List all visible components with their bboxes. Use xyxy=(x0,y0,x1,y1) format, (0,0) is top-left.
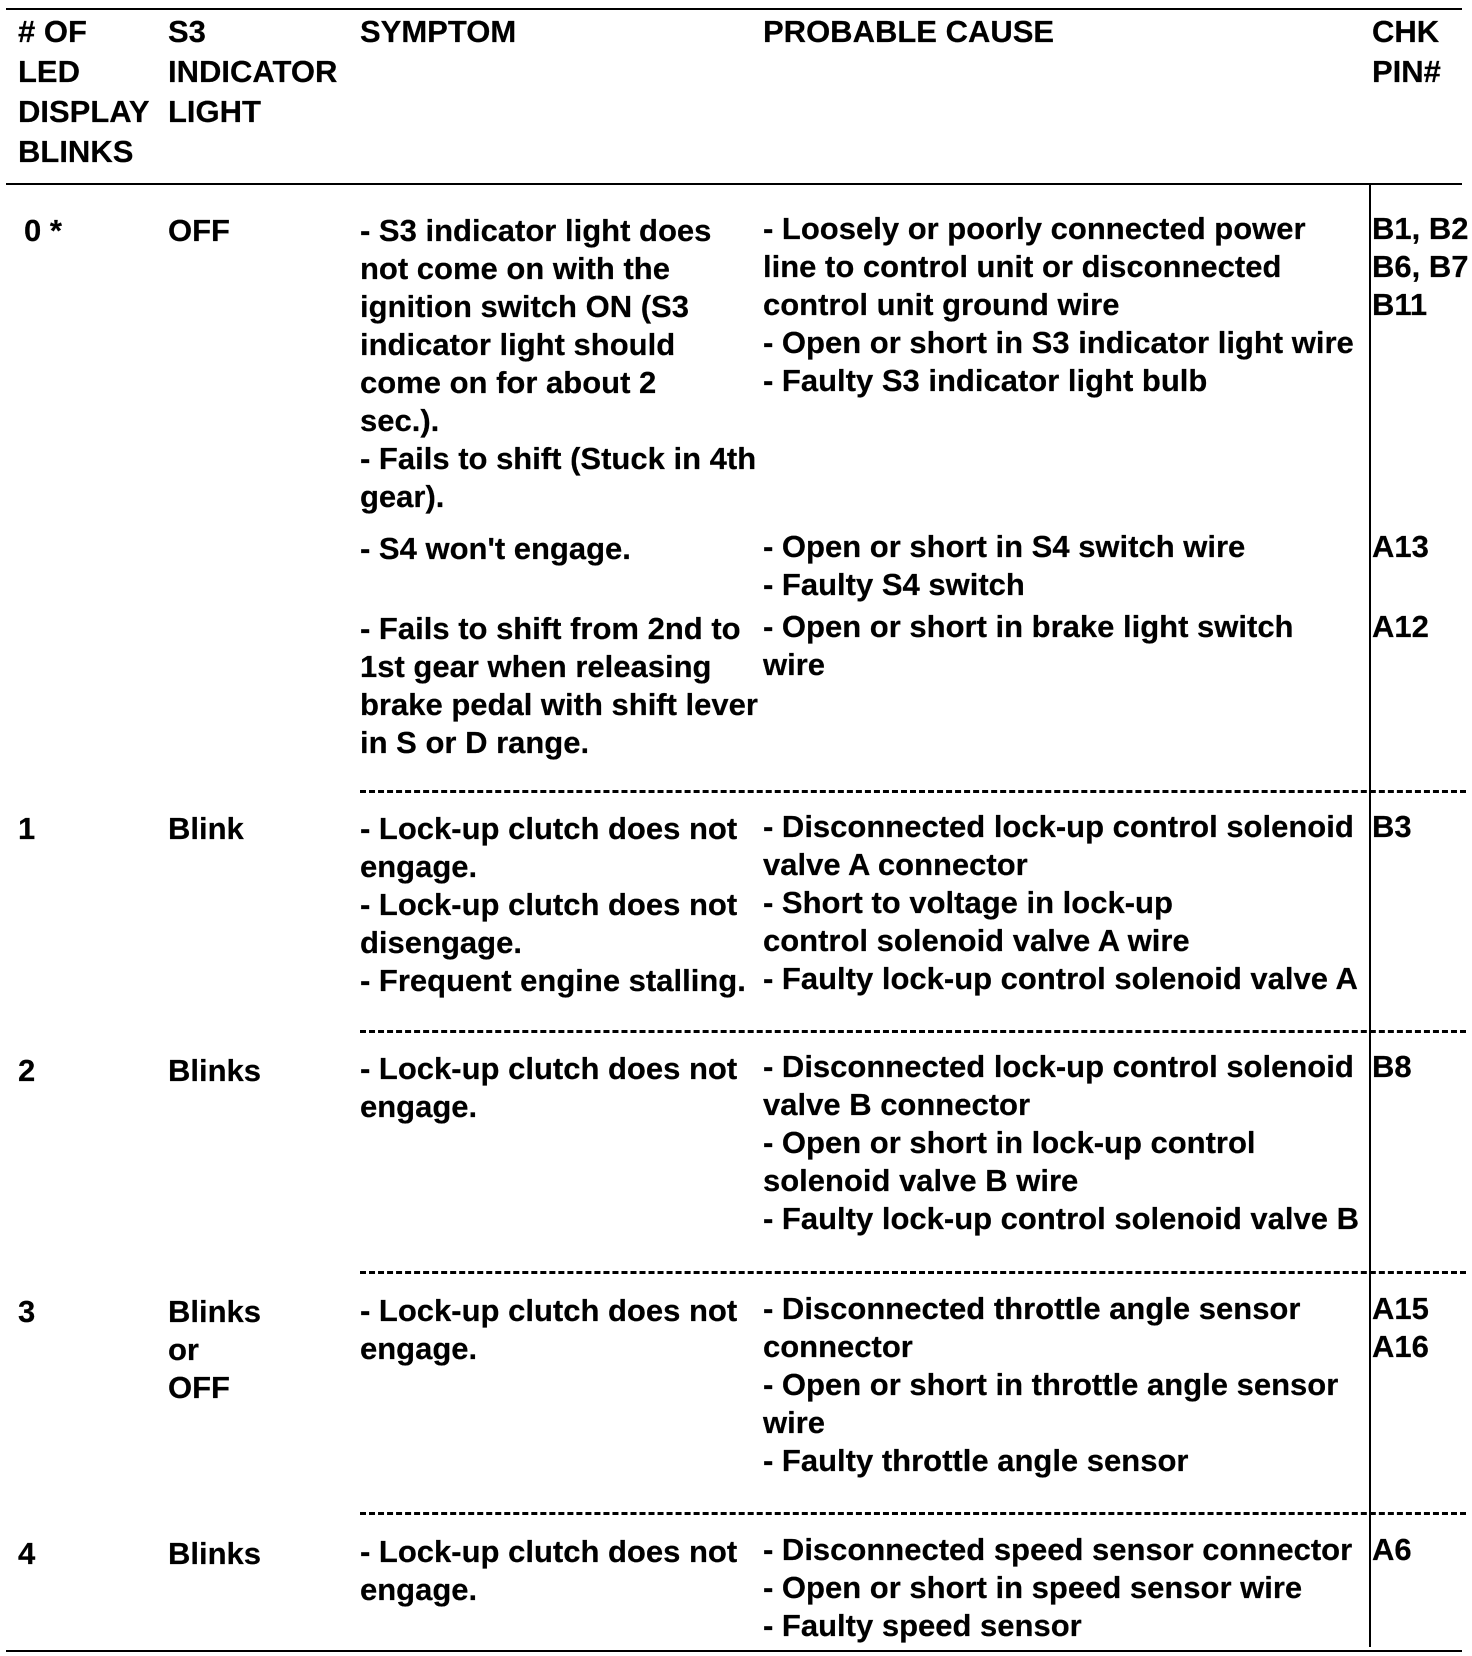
symptom-text: - S4 won't engage. xyxy=(360,531,631,566)
cause-text: - Open or short in S4 switch wire - Faulty S4 switch xyxy=(763,529,1246,602)
row-divider xyxy=(360,790,1466,793)
pin-column-rule xyxy=(1369,185,1371,1647)
row-divider xyxy=(360,1512,1466,1515)
s3-light-state: Blink xyxy=(168,811,244,846)
s3-light-state: Blinks xyxy=(168,1536,262,1571)
symptom-text: - Lock-up clutch does not engage. xyxy=(360,1534,738,1607)
blink-count: 1 xyxy=(18,811,36,846)
cause-text: - Loosely or poorly connected power line to control unit or disconnected control unit ground wire - Open or short in S3 indicator light wire - Faulty S3 indicator light bulb xyxy=(763,211,1354,398)
header-s3-indicator-light: S3 INDICATOR LIGHT xyxy=(168,14,338,129)
header-probable-cause: PROBABLE CAUSE xyxy=(763,14,1055,49)
s3-light-state: OFF xyxy=(168,213,230,248)
cause-text: - Disconnected throttle angle sensor connector - Open or short in throttle angle sensor wire - Faulty throttle angle sensor xyxy=(763,1291,1339,1478)
symptom-text: - Lock-up clutch does not engage. - Lock-up clutch does not disengage. - Frequent engine stalling. xyxy=(360,811,746,998)
cause-text: - Disconnected speed sensor connector - Open or short in speed sensor wire - Faulty speed sensor xyxy=(763,1532,1353,1643)
bottom-rule xyxy=(6,1650,1462,1652)
check-pin: B8 xyxy=(1372,1049,1412,1084)
header-rule xyxy=(6,183,1462,185)
blink-count: 2 xyxy=(18,1053,36,1088)
header-chk-pin: CHK PIN# xyxy=(1372,14,1441,89)
blink-count: 3 xyxy=(18,1294,36,1329)
symptom-text: - Lock-up clutch does not engage. xyxy=(360,1293,738,1366)
cause-text: - Open or short in brake light switch wire xyxy=(763,609,1294,682)
check-pin: A13 xyxy=(1372,529,1429,564)
row-divider xyxy=(360,1271,1466,1274)
row-divider xyxy=(360,1030,1466,1033)
cause-text: - Disconnected lock-up control solenoid valve B connector - Open or short in lock-up control solenoid valve B wire - Faulty lock-up control solenoid valve B xyxy=(763,1049,1359,1236)
check-pin: B3 xyxy=(1372,809,1412,844)
symptom-text: - Fails to shift from 2nd to 1st gear when releasing brake pedal with shift lever in S or D range. xyxy=(360,611,758,760)
header-symptom: SYMPTOM xyxy=(360,14,517,49)
check-pin: A12 xyxy=(1372,609,1429,644)
blink-count: 0 * xyxy=(24,213,62,248)
symptom-text: - S3 indicator light does not come on with the ignition switch ON (S3 indicator light should come on for about 2 sec.). - Fails to shift (Stuck in 4th gear). xyxy=(360,213,757,514)
top-rule xyxy=(6,8,1462,10)
check-pin: A15 A16 xyxy=(1372,1291,1429,1364)
check-pin: B1, B2 B6, B7 B11 xyxy=(1372,211,1469,322)
header-blinks: # OF LED DISPLAY BLINKS xyxy=(18,14,150,169)
cause-text: - Disconnected lock-up control solenoid valve A connector - Short to voltage in lock-up control solenoid valve A wire - Faulty lock-up control solenoid valve A xyxy=(763,809,1358,996)
symptom-text: - Lock-up clutch does not engage. xyxy=(360,1051,738,1124)
s3-light-state: Blinks or OFF xyxy=(168,1294,262,1405)
s3-light-state: Blinks xyxy=(168,1053,262,1088)
check-pin: A6 xyxy=(1372,1532,1412,1567)
blink-count: 4 xyxy=(18,1536,36,1571)
